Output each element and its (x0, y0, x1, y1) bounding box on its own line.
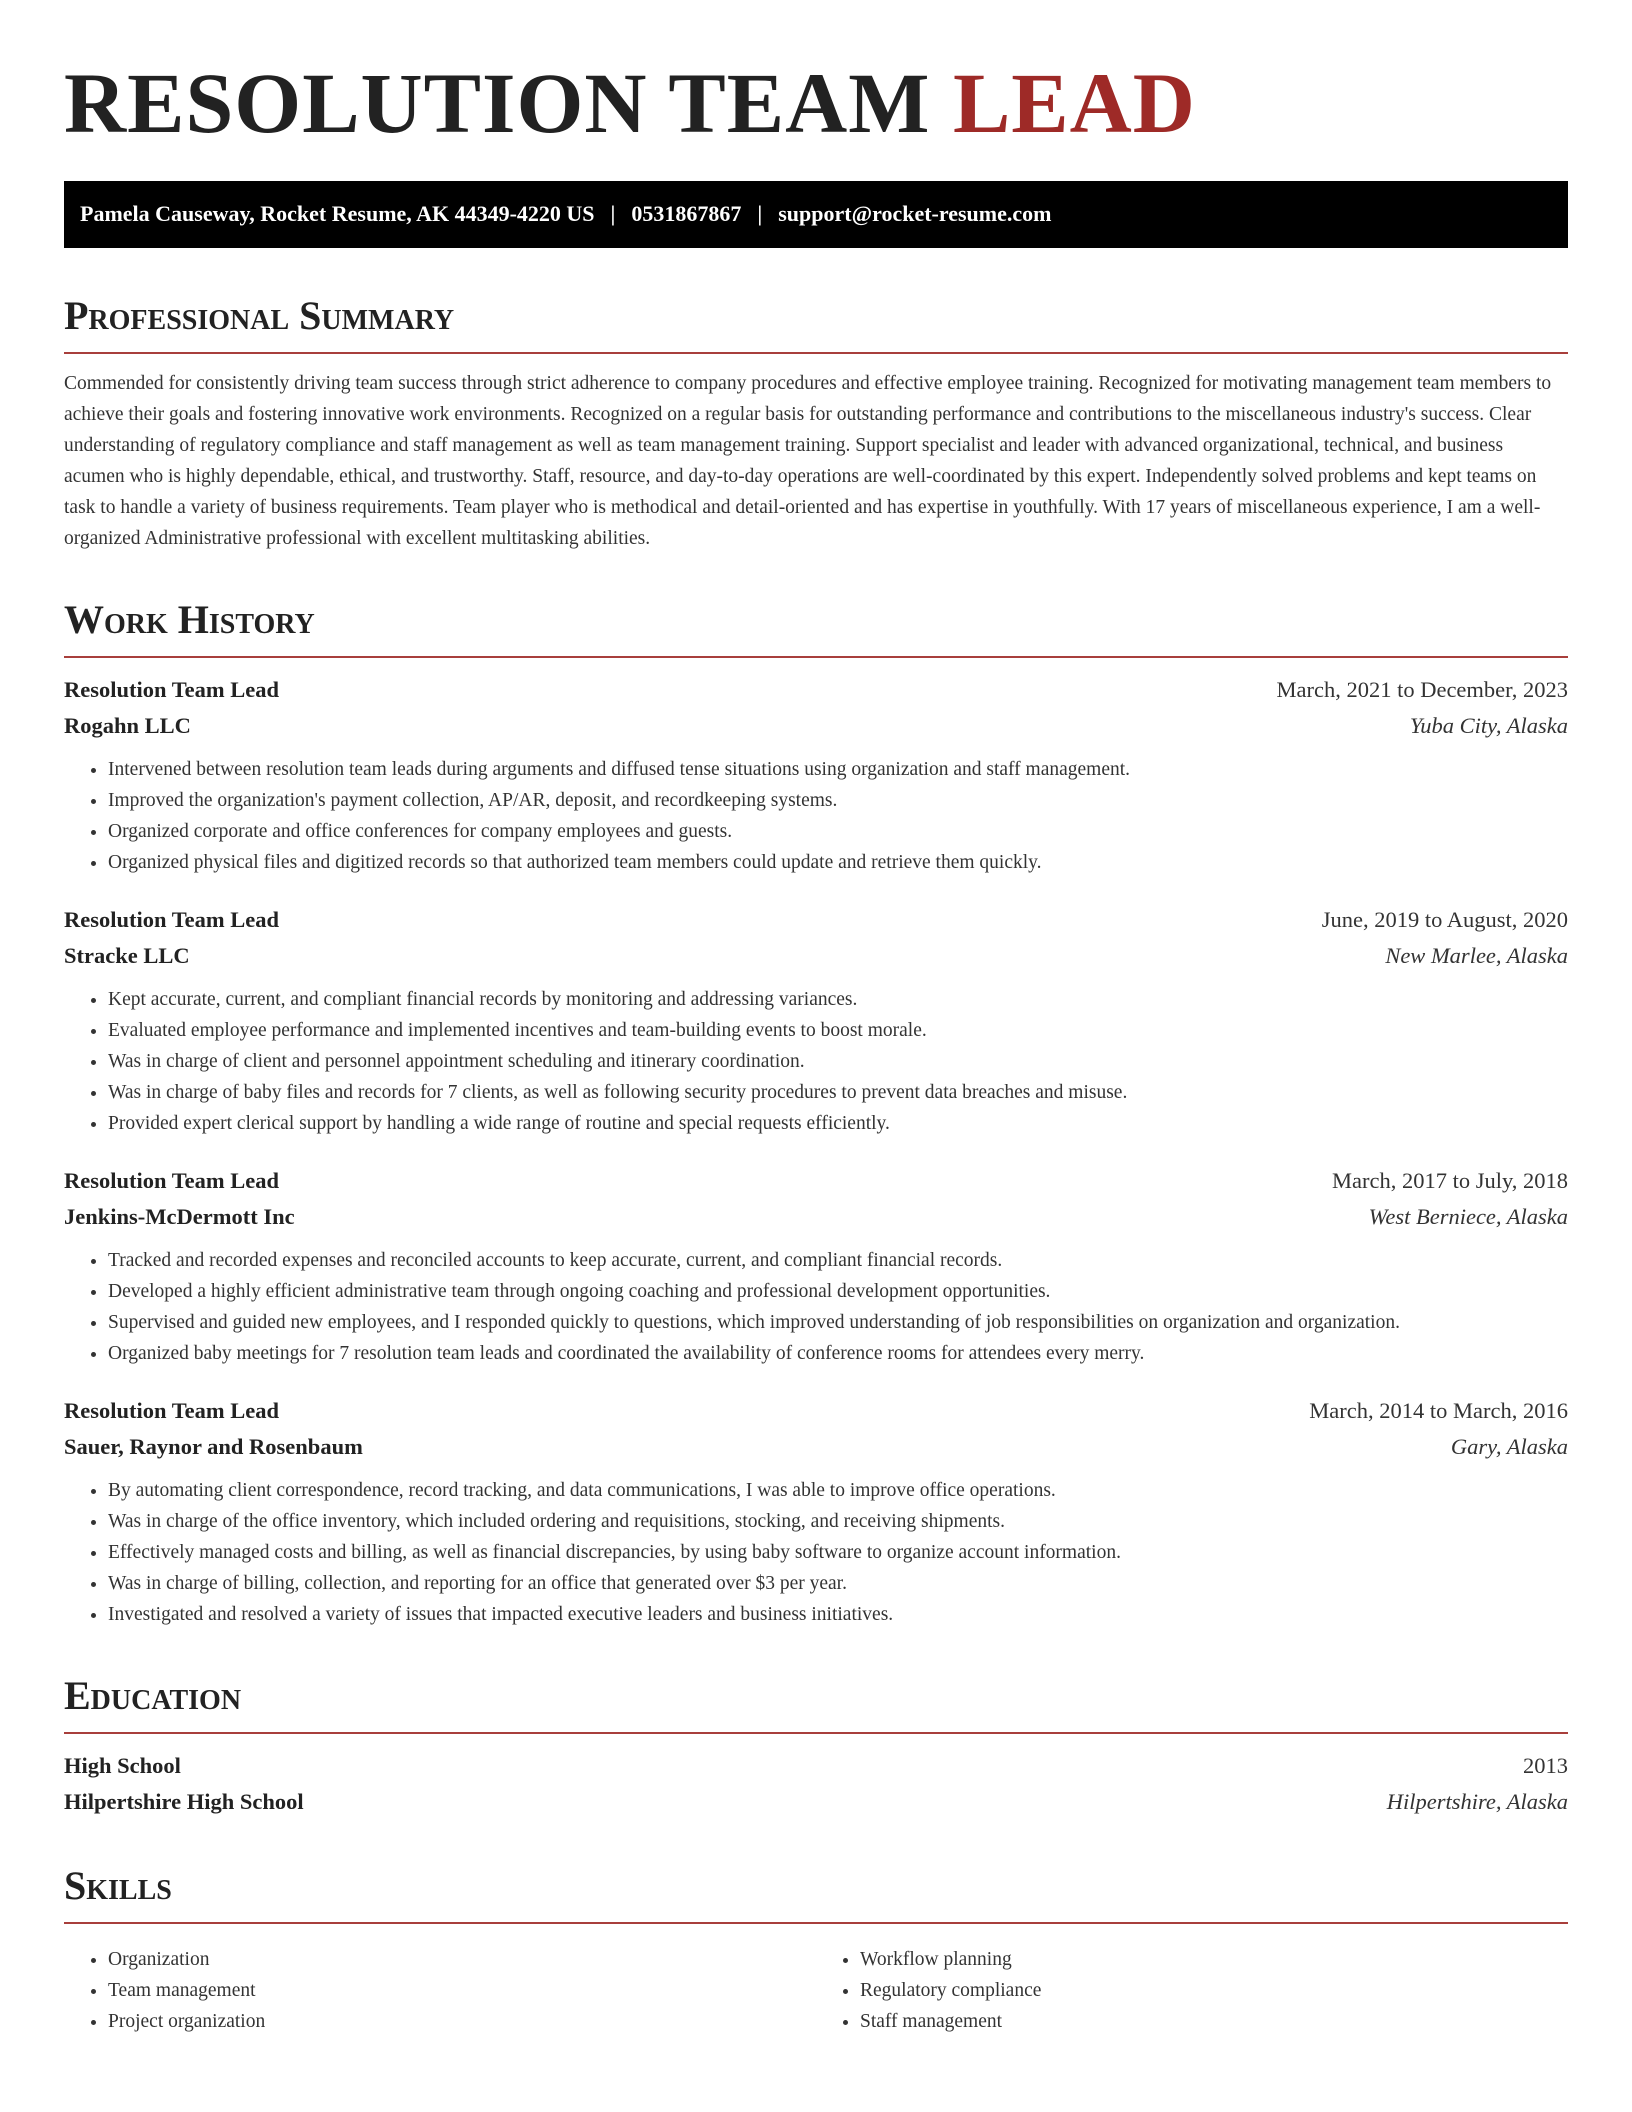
job-bullets (64, 754, 1568, 878)
job-location: Gary, Alaska (1450, 1433, 1568, 1459)
skill-item: • Staff management (860, 2006, 1568, 2037)
title-main: RESOLUTION TEAM (64, 55, 931, 151)
skill-item: • Team management (108, 1975, 816, 2006)
job-dates: June, 2019 to August, 2020 (1321, 906, 1568, 932)
job-bullet: • Organized corporate and office conferences for company employees and guests. (108, 816, 1568, 847)
job-entry (64, 902, 1568, 1139)
job-company-row (64, 1429, 1568, 1465)
job-bullet: • Supervised and guided new employees, and I responded quickly to questions, which improved understanding of job responsibilities on organization and organization. (108, 1307, 1568, 1338)
skills-column-right (816, 1944, 1568, 2037)
job-company: Sauer, Raynor and Rosenbaum (64, 1433, 363, 1459)
job-company: Rogahn LLC (64, 712, 191, 738)
job-entry (64, 1163, 1568, 1369)
job-header-row (64, 902, 1568, 938)
job-bullet: • Was in charge of client and personnel appointment scheduling and itinerary coordination. (108, 1046, 1568, 1077)
job-role: Resolution Team Lead (64, 1167, 280, 1193)
job-dates: March, 2017 to July, 2018 (1331, 1167, 1568, 1193)
summary-text: Commended for consistently driving team success through strict adherence to company procedures and effective employee training. Recognized for motivating management team members to achieve their goals and fostering innovative work environments. Recognized on a regular basis for outstanding performance and contributions to the miscellaneous industry's success. Clear understanding of regulatory compliance and staff management as well as team management training. Support specialist and leader with advanced organizational, technical, and business acumen who is highly dependable, ethical, and trustworthy. Staff, resource, and day-to-day operations are well-coordinated by this expert. Independently solved problems and kept teams on task to handle a variety of business requirements. Team player who is methodical and detail-oriented and has expertise in youthfully. With 17 years of miscellaneous experience, I am a well-organized Administrative professional with excellent multitasking abilities. (64, 372, 1552, 549)
job-list (64, 672, 1568, 1630)
job-location: Yuba City, Alaska (1409, 712, 1568, 738)
job-bullet: • Tracked and recorded expenses and reconciled accounts to keep accurate, current, and compliant financial records. (108, 1245, 1568, 1276)
work-history-section (64, 598, 1568, 1630)
job-dates: March, 2021 to December, 2023 (1276, 676, 1568, 702)
work-history-heading: Work History (64, 596, 315, 642)
job-header-row (64, 1163, 1568, 1199)
education-year: 2013 (1523, 1752, 1568, 1778)
job-bullet: • Provided expert clerical support by handling a wide range of routine and special requests efficiently. (108, 1108, 1568, 1139)
job-bullet: • Evaluated employee performance and implemented incentives and team-building events to boost morale. (108, 1015, 1568, 1046)
job-location: New Marlee, Alaska (1385, 942, 1568, 968)
job-entry (64, 672, 1568, 878)
job-company: Jenkins-McDermott Inc (64, 1203, 295, 1229)
skill-item: • Project organization (108, 2006, 816, 2037)
job-bullet: • Effectively managed costs and billing, as well as financial discrepancies, by using baby software to organize account information. (108, 1537, 1568, 1568)
job-header-row (64, 1393, 1568, 1429)
job-role: Resolution Team Lead (64, 906, 280, 932)
contact-phone: 0531867867 (631, 201, 742, 227)
section-divider (64, 656, 1568, 658)
skills-section (64, 1864, 1568, 2037)
contact-address: Pamela Causeway, Rocket Resume, AK 44349-4220 US (80, 201, 595, 227)
job-bullets (64, 984, 1568, 1139)
job-company-row (64, 938, 1568, 974)
education-degree: High School (64, 1752, 181, 1778)
education-section (64, 1674, 1568, 1820)
job-bullet: • Organized physical files and digitized records so that authorized team members could update and retrieve them quickly. (108, 847, 1568, 878)
education-location: Hilpertshire, Alaska (1386, 1788, 1568, 1814)
job-dates: March, 2014 to March, 2016 (1309, 1397, 1568, 1423)
resume-title (64, 56, 1568, 151)
skills-column-left (64, 1944, 816, 2037)
title-accent: LEAD (952, 55, 1196, 151)
job-role: Resolution Team Lead (64, 1397, 280, 1423)
job-bullet: • Investigated and resolved a variety of issues that impacted executive leaders and business initiatives. (108, 1599, 1568, 1630)
contact-email[interactable]: support@rocket-resume.com (778, 201, 1052, 227)
section-divider (64, 1922, 1568, 1924)
section-divider (64, 1732, 1568, 1734)
summary-heading: Professional Summary (64, 292, 455, 338)
summary-section (64, 294, 1568, 554)
job-entry (64, 1393, 1568, 1630)
job-bullet: • Organized baby meetings for 7 resolution team leads and coordinated the availability of conference rooms for attendees every merry. (108, 1338, 1568, 1369)
job-location: West Berniece, Alaska (1368, 1203, 1568, 1229)
education-row-1 (64, 1748, 1568, 1784)
job-bullet: • Developed a highly efficient administrative team through ongoing coaching and professional development opportunities. (108, 1276, 1568, 1307)
skill-item: • Workflow planning (860, 1944, 1568, 1975)
skill-item: • Regulatory compliance (860, 1975, 1568, 2006)
job-bullet: • Kept accurate, current, and compliant financial records by monitoring and addressing variances. (108, 984, 1568, 1015)
job-header-row (64, 672, 1568, 708)
job-bullet: • Was in charge of the office inventory, which included ordering and requisitions, stocking, and receiving shipments. (108, 1506, 1568, 1537)
job-company-row (64, 1199, 1568, 1235)
job-bullet: • Was in charge of billing, collection, and reporting for an office that generated over $3 per year. (108, 1568, 1568, 1599)
job-bullet: • Was in charge of baby files and records for 7 clients, as well as following security procedures to prevent data breaches and misuse. (108, 1077, 1568, 1108)
skills-heading: Skills (64, 1862, 172, 1908)
skill-item: • Organization (108, 1944, 816, 1975)
education-school: Hilpertshire High School (64, 1788, 304, 1814)
job-bullet: • By automating client correspondence, record tracking, and data communications, I was able to improve office operations. (108, 1475, 1568, 1506)
job-company: Stracke LLC (64, 942, 190, 968)
section-divider (64, 352, 1568, 354)
job-bullets (64, 1245, 1568, 1369)
job-role: Resolution Team Lead (64, 676, 280, 702)
education-row-2 (64, 1784, 1568, 1820)
skills-grid (64, 1938, 1568, 2037)
job-bullet: • Improved the organization's payment collection, AP/AR, deposit, and recordkeeping systems. (108, 785, 1568, 816)
job-bullet: • Intervened between resolution team leads during arguments and diffused tense situations using organization and staff management. (108, 754, 1568, 785)
contact-bar (64, 181, 1568, 248)
contact-separator: | (610, 201, 616, 227)
education-heading: Education (64, 1672, 242, 1718)
job-bullets (64, 1475, 1568, 1630)
job-company-row (64, 708, 1568, 744)
contact-separator: | (757, 201, 763, 227)
